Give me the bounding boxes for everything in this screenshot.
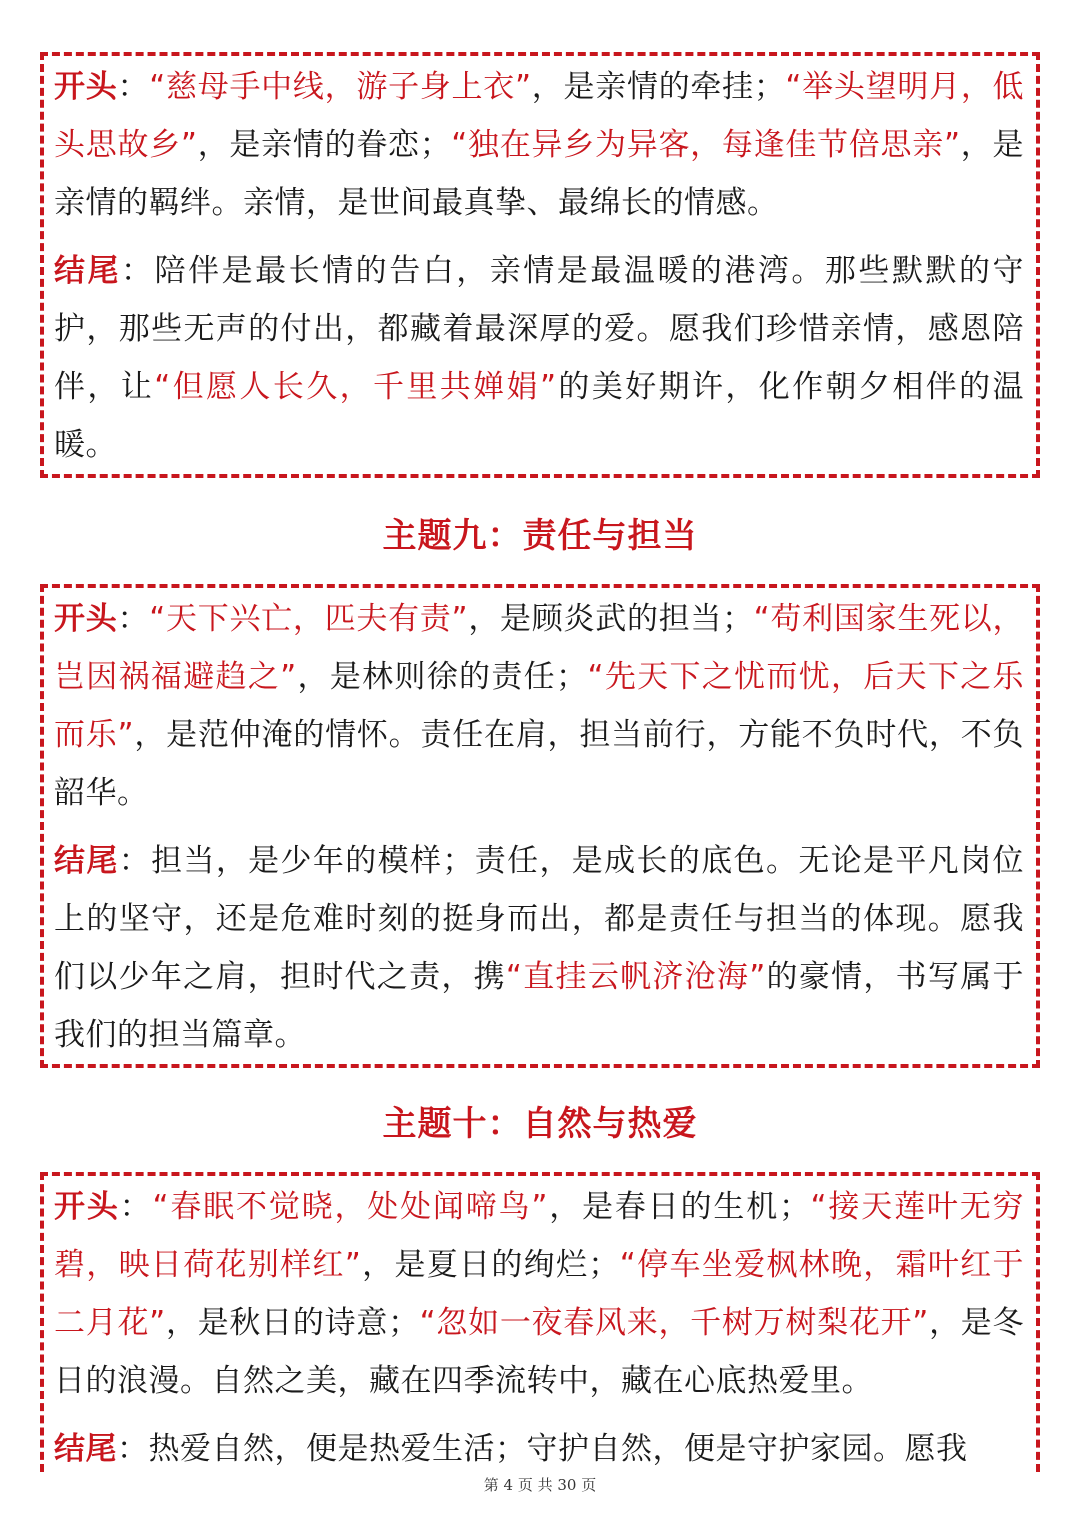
body-text: ，是亲情的牵挂； — [531, 69, 786, 105]
opening-label: 开头 — [54, 1189, 120, 1225]
theme10-title: 主题十：自然与热爱 — [382, 1104, 698, 1144]
opening-label: 开头 — [54, 69, 118, 105]
quoted-verse: “忽如一夜春风来，千树万树梨花开” — [419, 1305, 929, 1341]
quoted-verse: “春眠不觉晓，处处闻啼鸟” — [152, 1189, 548, 1225]
body-text: ，是冬日的浪漫。自然之美，藏在四季流转中，藏在心底热爱里。 — [54, 1305, 1025, 1399]
closing-label: 结尾 — [54, 1431, 117, 1467]
body-text: ，是夏日的绚烂； — [361, 1247, 620, 1283]
body-text: ：陪伴是最长情的告白，亲情是最温暖的港湾。那些默默的守护，那些无声的付出，都藏着最深厚的爱。愿我们珍惜亲情，感恩陪伴，让 — [54, 253, 1025, 405]
closing-label: 结尾 — [54, 843, 119, 879]
opening-label: 开头 — [54, 601, 118, 637]
quoted-verse: “天下兴亡，匹夫有责” — [149, 601, 469, 637]
closing-paragraph — [54, 1420, 1024, 1478]
quoted-verse: “但愿人长久，千里共婵娟” — [154, 369, 557, 405]
quoted-verse: “独在异乡为异客，每逢佳节倍思亲” — [451, 127, 961, 163]
theme9-title: 主题九：责任与担当 — [382, 516, 698, 556]
quoted-verse: “苟利国家生死以，岂因祸福避趋之” — [54, 601, 1025, 695]
quoted-verse: “直挂云帆济沧海” — [505, 959, 766, 995]
body-text: ： — [117, 69, 150, 105]
body-text: ：热爱自然，便是热爱生活；守护自然，便是守护家园。愿我 — [117, 1431, 968, 1467]
closing-paragraph — [54, 242, 1024, 474]
body-text: ：担当，是少年的模样；责任，是成长的底色。无论是平凡岗位上的坚守，还是危难时刻的挺身而出，都是责任与担当的体现。愿我们以少年之肩，担时代之责，携 — [54, 843, 1025, 995]
body-text: ： — [119, 1189, 153, 1225]
opening-paragraph — [54, 1178, 1024, 1410]
body-text: ，是亲情的眷恋； — [197, 127, 452, 163]
body-text: ，是亲情的羁绊。亲情，是世间最真挚、最绵长的情感。 — [54, 127, 1025, 221]
opening-paragraph — [54, 590, 1024, 822]
closing-paragraph — [54, 832, 1024, 1064]
theme8-box — [40, 52, 1040, 478]
body-text: ，是秋日的诗意； — [165, 1305, 420, 1341]
body-text: ： — [117, 601, 150, 637]
body-text: ，是范仲淹的情怀。责任在肩，担当前行，方能不负时代，不负韶华。 — [54, 717, 1024, 811]
body-text: ，是春日的生机； — [547, 1189, 811, 1225]
body-text: 的豪情，书写属于我们的担当篇章。 — [54, 959, 1025, 1053]
quoted-verse: “停车坐爱枫林晚，霜叶红于二月花” — [54, 1247, 1025, 1341]
opening-paragraph — [54, 58, 1024, 232]
quoted-verse: “接天莲叶无穷碧，映日荷花别样红” — [54, 1189, 1025, 1283]
body-text: ，是林则徐的责任； — [296, 659, 588, 695]
page-footer: 第 4 页 共 30 页 — [483, 1476, 597, 1494]
theme9-box — [40, 584, 1040, 1068]
body-text: ，是顾炎武的担当； — [468, 601, 754, 637]
quoted-verse: “先天下之忧而忧，后天下之乐而乐” — [54, 659, 1025, 753]
theme10-box — [40, 1172, 1040, 1472]
body-text: 的美好期许，化作朝夕相伴的温暖。 — [54, 369, 1025, 463]
closing-label: 结尾 — [54, 253, 122, 289]
quoted-verse: “举头望明月，低头思故乡” — [54, 69, 1025, 163]
quoted-verse: “慈母手中线，游子身上衣” — [149, 69, 532, 105]
